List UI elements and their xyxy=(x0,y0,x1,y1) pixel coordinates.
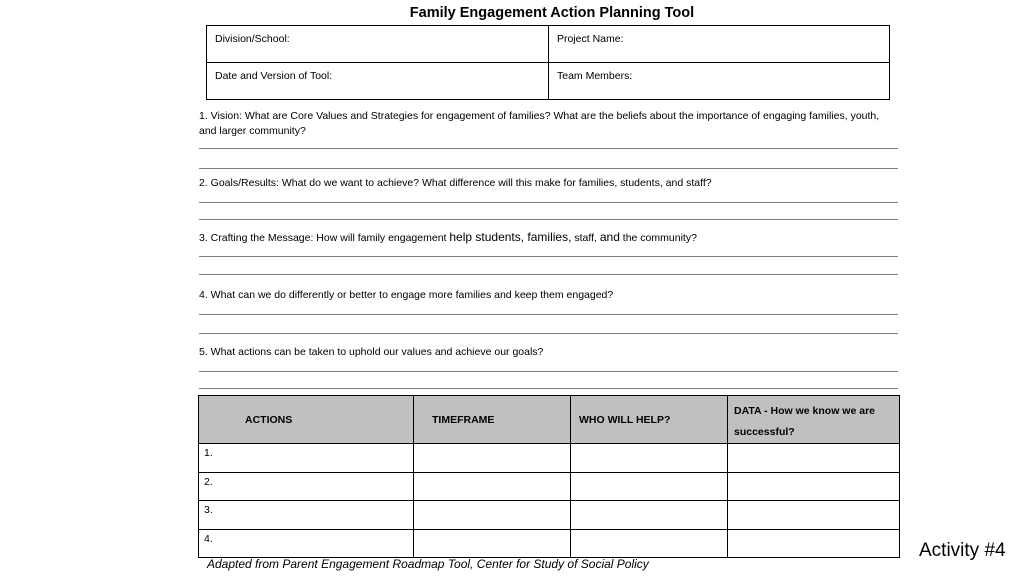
table-row xyxy=(199,529,900,558)
data-cell[interactable] xyxy=(728,444,900,473)
timeframe-cell[interactable] xyxy=(414,472,571,501)
timeframe-cell[interactable] xyxy=(414,444,571,473)
who-cell[interactable] xyxy=(571,501,728,530)
project-name-field[interactable]: Project Name: xyxy=(549,26,889,63)
answer-line[interactable] xyxy=(199,314,898,315)
table-row xyxy=(199,444,900,473)
who-cell[interactable] xyxy=(571,444,728,473)
table-row xyxy=(199,472,900,501)
question-message-part: staff, xyxy=(571,232,600,244)
question-message-part: 3. Crafting the Message: How will family engagement xyxy=(199,232,450,244)
who-cell[interactable] xyxy=(571,529,728,558)
page-title: Family Engagement Action Planning Tool xyxy=(409,5,695,21)
answer-line[interactable] xyxy=(199,388,898,389)
source-footnote: Adapted from Parent Engagement Roadmap Tool, Center for Study of Social Policy xyxy=(207,557,649,571)
question-vision: 1. Vision: What are Core Values and Strategies for engagement of families? What are the beliefs about the importance of engaging families, youth, and larger community? xyxy=(199,110,880,137)
timeframe-cell[interactable] xyxy=(414,501,571,530)
table-header-row xyxy=(199,396,900,444)
column-header-data: DATA - How we know we are successful? xyxy=(728,396,900,444)
answer-line[interactable] xyxy=(199,274,898,275)
question-goals: 2. Goals/Results: What do we want to achieve? What difference will this make for families, students, and staff? xyxy=(199,177,712,189)
question-improve: 4. What can we do differently or better to engage more families and keep them engaged? xyxy=(199,289,614,301)
timeframe-cell[interactable] xyxy=(414,529,571,558)
project-info-table xyxy=(206,25,890,100)
table-row xyxy=(199,501,900,530)
activity-label: Activity #4 xyxy=(919,540,1006,561)
answer-line[interactable] xyxy=(199,371,898,372)
answer-line[interactable] xyxy=(199,168,898,169)
column-header-actions: ACTIONS xyxy=(199,396,414,444)
action-cell[interactable]: 2. xyxy=(199,472,414,501)
column-header-timeframe: TIMEFRAME xyxy=(414,396,571,444)
question-message-part: help students, families, xyxy=(449,230,572,244)
who-cell[interactable] xyxy=(571,472,728,501)
answer-line[interactable] xyxy=(199,333,898,334)
question-actions: 5. What actions can be taken to uphold our values and achieve our goals? xyxy=(199,346,544,358)
action-cell[interactable]: 1. xyxy=(199,444,414,473)
data-cell[interactable] xyxy=(728,501,900,530)
answer-line[interactable] xyxy=(199,202,898,203)
answer-line[interactable] xyxy=(199,219,898,220)
data-cell[interactable] xyxy=(728,472,900,501)
action-plan-table xyxy=(198,395,900,558)
division-school-field[interactable]: Division/School: xyxy=(207,26,549,63)
answer-line[interactable] xyxy=(199,256,898,257)
action-cell[interactable]: 3. xyxy=(199,501,414,530)
action-cell[interactable]: 4. xyxy=(199,529,414,558)
team-members-field[interactable]: Team Members: xyxy=(557,70,633,82)
answer-line[interactable] xyxy=(199,148,898,149)
question-message-part: the community? xyxy=(619,232,697,244)
question-message xyxy=(199,230,899,246)
date-version-field[interactable]: Date and Version of Tool: xyxy=(207,63,549,99)
data-cell[interactable] xyxy=(728,529,900,558)
column-header-who-will-help: WHO WILL HELP? xyxy=(571,396,728,444)
question-message-part: and xyxy=(599,230,620,244)
